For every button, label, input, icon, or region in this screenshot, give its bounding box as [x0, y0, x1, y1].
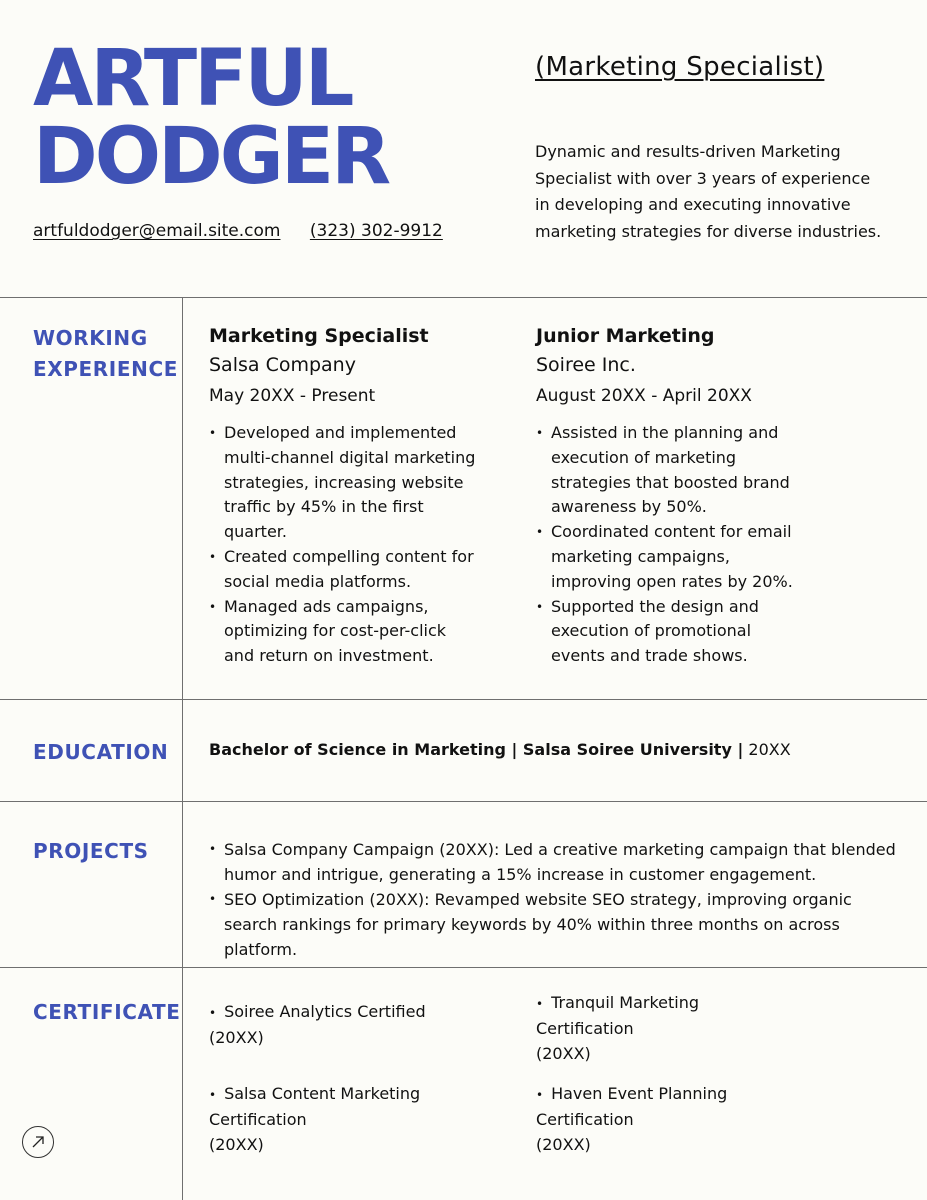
certificate-year: (20XX): [209, 1027, 264, 1047]
job-dates: August 20XX - April 20XX: [536, 386, 752, 406]
job-bullets: [209, 421, 479, 669]
certificate-item: • Haven Event Planning Certification (20XX): [536, 1084, 728, 1154]
list-item: • Developed and implemented multi-channel digital marketing strategies, increasing website traffic by 45% in the first quarter.: [209, 421, 479, 545]
certificate-name: Haven Event Planning Certification: [536, 1084, 728, 1129]
section-label-education: EDUCATION: [33, 740, 169, 764]
certificate-year: (20XX): [209, 1134, 264, 1154]
certificate-year: (20XX): [536, 1043, 591, 1063]
section-label-projects: PROJECTS: [33, 839, 149, 863]
section-label-experience: WORKING EXPERIENCE: [33, 326, 178, 381]
list-item: • SEO Optimization (20XX): Revamped website SEO strategy, improving organic search rankings for primary keywords by 40% within three months on across platform.: [209, 887, 899, 962]
list-item: • Managed ads campaigns, optimizing for cost-per-click and return on investment.: [209, 595, 479, 669]
certificate-item: • Soiree Analytics Certified (20XX): [209, 1002, 426, 1047]
list-item: • Coordinated content for email marketing campaigns, improving open rates by 20%.: [536, 520, 806, 594]
divider-projects: [0, 967, 927, 968]
divider-experience: [0, 699, 927, 700]
education-degree: Bachelor of Science in Marketing | Salsa Soiree University |: [209, 740, 744, 759]
divider-education: [0, 801, 927, 802]
certificate-year: (20XX): [536, 1134, 591, 1154]
candidate-name: [33, 34, 389, 202]
job-entry: [209, 322, 519, 669]
column-divider: [182, 298, 183, 1200]
job-dates: May 20XX - Present: [209, 386, 376, 406]
first-name: ARTFUL: [33, 34, 352, 124]
education-entry: [209, 738, 791, 762]
arrow-up-right-icon[interactable]: [22, 1126, 54, 1158]
education-year: 20XX: [748, 740, 791, 759]
list-item: • Salsa Company Campaign (20XX): Led a creative marketing campaign that blended humor and intrigue, generating a 15% increase in customer engagement.: [209, 837, 899, 887]
list-item: • Supported the design and execution of promotional events and trade shows.: [536, 595, 806, 669]
last-name: DODGER: [33, 112, 389, 202]
certificate-name: Soiree Analytics Certified: [224, 1002, 426, 1021]
job-entry: [536, 322, 846, 669]
projects-list: [209, 837, 899, 962]
certificate-item: • Tranquil Marketing Certification (20XX): [536, 993, 700, 1063]
list-item: • Created compelling content for social media platforms.: [209, 545, 479, 595]
phone-link[interactable]: (323) 302-9912: [309, 221, 443, 241]
divider-header: [0, 297, 927, 298]
job-company: Soiree Inc.: [536, 354, 636, 376]
contact-info: [33, 220, 443, 242]
arrow-up-right-glyph: [31, 1135, 45, 1149]
certificate-name: Tranquil Marketing Certification: [536, 993, 700, 1038]
job-title: (Marketing Specialist): [535, 52, 825, 82]
section-label-certificate: CERTIFICATE: [33, 1000, 181, 1024]
certificate-item: • Salsa Content Marketing Certification (20XX): [209, 1084, 421, 1154]
job-role: Junior Marketing: [536, 325, 715, 347]
email-link[interactable]: artfuldodger@email.site.com: [33, 221, 281, 241]
job-role: Marketing Specialist: [209, 325, 429, 347]
profile-summary: Dynamic and results-driven Marketing Specialist with over 3 years of experience in developing and executing innovative marketing strategies for diverse industries.: [535, 142, 882, 241]
job-company: Salsa Company: [209, 354, 356, 376]
list-item: • Assisted in the planning and execution of marketing strategies that boosted brand awareness by 50%.: [536, 421, 806, 520]
certificate-name: Salsa Content Marketing Certification: [209, 1084, 421, 1129]
job-bullets: [536, 421, 806, 669]
